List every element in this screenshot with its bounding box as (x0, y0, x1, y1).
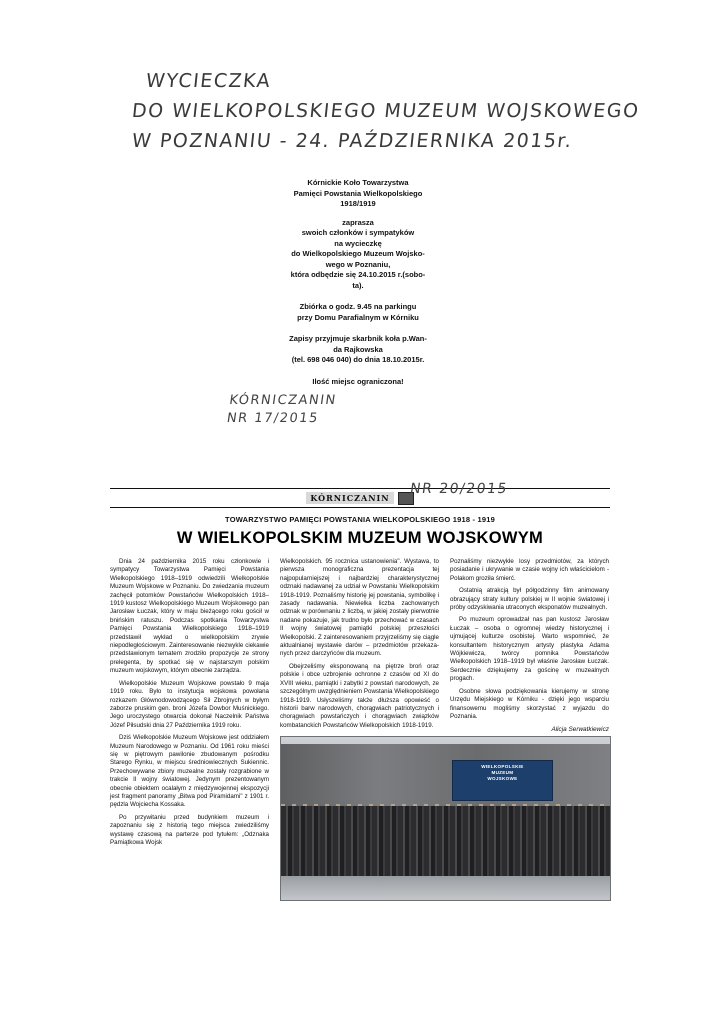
invitation-meeting-line-2: przy Domu Parafialnym w Kórniku (297, 312, 419, 322)
invitation-text-museum-1: do Wielkopolskiego Muzeum Wojsko- (291, 249, 425, 258)
museum-banner-line-2: MUZEUM (491, 769, 514, 775)
event-photograph (280, 736, 611, 901)
invitation-text-date-2: ta). (352, 280, 364, 290)
article-columns (110, 558, 610, 901)
society-header: TOWARZYSTWO PAMIĘCI POWSTANIA WIELKOPOLSKIEGO 1918 - 1919 (225, 515, 495, 524)
article-paragraph: Poznaliśmy niezwykłe losy przedmiotów, za których posiadanie i ukrywanie w czasie wojny ich właścicielom - Polakom groziła śmierć. (450, 558, 609, 582)
masthead-logo-text: KÓRNICZANIN (306, 492, 393, 504)
article-paragraph: Dnia 24 października 2015 roku członkowie i sympatycy Towarzystwa Pamięci Powstania Wielkopolskiego 1918–1919 odwiedzili Wielkopolskie Muzeum Wojskowe w Poznaniu. Do zwiedzania muzeum zachęcił potomków Powstańców Wielkopolskich 1918–1919 kustosz Wielkopolskiego Muzeum Wojskowego pan Jarosław Łuczak, który w maju bieżącego roku gościł w bnińskim ratuszu. Podczas spotkania Towarzystwa Pamięci Powstania Wielkopolskiego 1918–1919 przedstawił wykład o wielkopolskim zrywie niepodległościowym. Zainteresowanie niezwykle ciekawie przedstawionym tematem zrodziło propozycje ze strony prelegenta, by spotkać się w najstarszym polskim muzeum wojskowym, którym obecnie zarządza. (110, 558, 269, 675)
handwritten-title-line-2: DO WIELKOPOLSKIEGO MUZEUM WOJSKOWEGO (130, 100, 641, 122)
invitation-organizer-line-3: 1918/1919 (340, 199, 376, 208)
article-column-2 (280, 558, 524, 901)
article-column-3 (450, 558, 609, 751)
article-paragraph: Dziś Wielkopolskie Muzeum Wojskowe jest oddziałem Muzeum Narodowego w Poznaniu. Od 1961 roku mieści się w piętrowym pawilonie zbudowanym pośrodku Starego Rynku, w miejscu średniowiecznych Sukiennic. Przechowywane zbiory muzealne zostały rozgrabione w trakcie II wojny światowej. Jedynym prezentowanym obecnie obiektem ocalałym z międzywojennej ekspozycji jest fragment panoramy „Bitwa pod Piramidami" z 1901 r. pędzla Wojciecha Kossaka. (110, 734, 269, 809)
invitation-signup (208, 334, 508, 366)
museum-banner-line-3: WOJSKOWE (487, 775, 518, 781)
newspaper-article (110, 481, 610, 901)
invitation-signup-line-1: Zapisy przyjmuje skarbnik koła p.Wan- (289, 334, 427, 343)
invitation-meeting-point (208, 302, 508, 323)
article-paragraph: Ostatnią atrakcją był półgodzinny film animowany obrazujący straty kultury polskiej w II wojnie światowej i próby odzyskiwania utraconych eksponatów muzealnych. (450, 587, 609, 612)
invitation-meeting-line-1: Zbiórka o godz. 9.45 na parkingu (299, 302, 417, 311)
article-paragraph: Po przywitaniu przed budynkiem muzeum i zapoznaniu się z historią tego miejsca zwiedziliśmy wystawę czasową na parterze pod tytułem: „Odznaka Pamiątkowa Wojsk (110, 813, 269, 846)
handwritten-issue-note-1-line-1: KÓRNICZANIN (228, 393, 338, 408)
invitation-text-trip: na wycieczkę (334, 238, 382, 248)
invitation-text-museum-2: wego w Poznaniu, (325, 259, 391, 269)
article-paragraph: Osobne słowa podziękowania kierujemy w stronę Urzędu Miejskiego w Kórniku - dzięki jego wsparciu finansowemu mogliśmy skorzystać z wyjazdu do Poznania. (450, 687, 609, 720)
photo-group-people (281, 806, 610, 878)
handwritten-title (132, 66, 652, 156)
article-title: W WIELKOPOLSKIM MUZEUM WOJSKOWYM (176, 529, 544, 547)
invitation-text-date-1: która odbędzie się 24.10.2015 r.(sobo- (290, 270, 426, 279)
museum-banner-line-1: WIELKOPOLSKIE (481, 763, 524, 769)
invitation-signup-line-3: (tel. 698 046 040) do dnia 18.10.2015r. (291, 355, 425, 364)
handwritten-title-line-3: W POZNANIU - 24. PAŹDZIERNIKA 2015r. (130, 130, 574, 152)
museum-banner (452, 760, 553, 801)
invitation-body-1 (208, 218, 508, 292)
article-column-1 (110, 558, 269, 851)
article-author: Alicja Serwatkiewicz (551, 726, 609, 734)
article-paragraph: Obejrzeliśmy eksponowaną na piętrze broń oraz polskie i obce uzbrojenie ochronne z czasów od XI do XVIII wieku, pamiątki i zabytki z powstań narodowych, ze szczególnym uwzględnieniem Powstania Wielkopolskiego 1918-1919. Usłyszeliśmy także dłuższa opowieść o historii barw narodowych, chorągwiach patriotycznych i chorągwiach powstańczych i chorągwiach związków kombatanckich Powstańców Wielkopolskich 1918-1919. (280, 662, 439, 729)
article-paragraph: Wielkopolskich. 95 rocznica ustanowienia". Wystawa, to pierwsza monograficzna prezentacja tej najpopularniejszej i najbardziej charakterystycznej odznaki nadawanej za udział w Powstaniu Wielkopolskim 1918-1919. Poznaliśmy historię jej powstania, symbolikę i zasady nadawania. Niewielka liczba zachowanych odznak w porównaniu z liczbą, w jakiej zostały pierwotnie nadane pokazuje, jak trudno było przechować w czasach II wojny światowej pamiątki polskiej przeszłości Wielkopolski. Z zainteresowaniem przyjrzeliśmy się ciągle aktualnianej wystawie darów – przedmiotów przekazanych przez darczyńców dla muzeum. (280, 558, 439, 658)
article-paragraph: Po muzeum oprowadzał nas pan kustosz Jarosław Łuczak – osoba o ogromnej wiedzy historycznej i ujmującej kulturze osobistej. Warto wspomnieć, że konsultantem historycznym artysty plastyka Adama Wójkiewicza, twórcy pomnika Powstańców Wielkopolskich 1918–1919 był właśnie Jarosław Łuczak. Serdecznie dziękujemy za gościnę w muzealnych progach. (450, 616, 609, 683)
invitation-text-members: swoich członków i sympatyków (301, 228, 415, 237)
invitation-organizer (208, 178, 508, 210)
invitation-signup-line-2: da Rajkowska (333, 344, 383, 354)
handwritten-issue-note-1-line-2: NR 17/2015 (225, 411, 320, 426)
invitation-organizer-line-1: Kórnickie Koło Towarzystwa (307, 178, 409, 187)
masthead-logo (300, 492, 419, 505)
invitation-text-invites: zaprasza (342, 217, 374, 227)
handwritten-issue-note-1 (225, 392, 337, 428)
handwritten-title-line-1: WYCIECZKA (144, 70, 273, 92)
handwritten-issue-note-2: NR 20/2015 (408, 481, 509, 497)
invitation-organizer-line-2: Pamięci Powstania Wielkopolskiego (293, 188, 423, 198)
masthead-rule (110, 481, 610, 508)
invitation-notice (208, 178, 508, 395)
photo-ground (281, 876, 610, 900)
invitation-limited-places: Ilość miejsc ograniczona! (312, 376, 404, 386)
article-paragraph: Wielkopolskie Muzeum Wojskowe powstało 9 maja 1919 roku. Było to instytucja wojskowa powołana rozkazem Głównodowodzącego Sił Zbrojnych w byłym zaborze pruskim gen. broni Józefa Dowbor Muśnickiego. Jego uroczystego otwarcia dokonał Naczelnik Państwa Józef Piłsudski dnia 27 Października 1919 roku. (110, 679, 269, 729)
